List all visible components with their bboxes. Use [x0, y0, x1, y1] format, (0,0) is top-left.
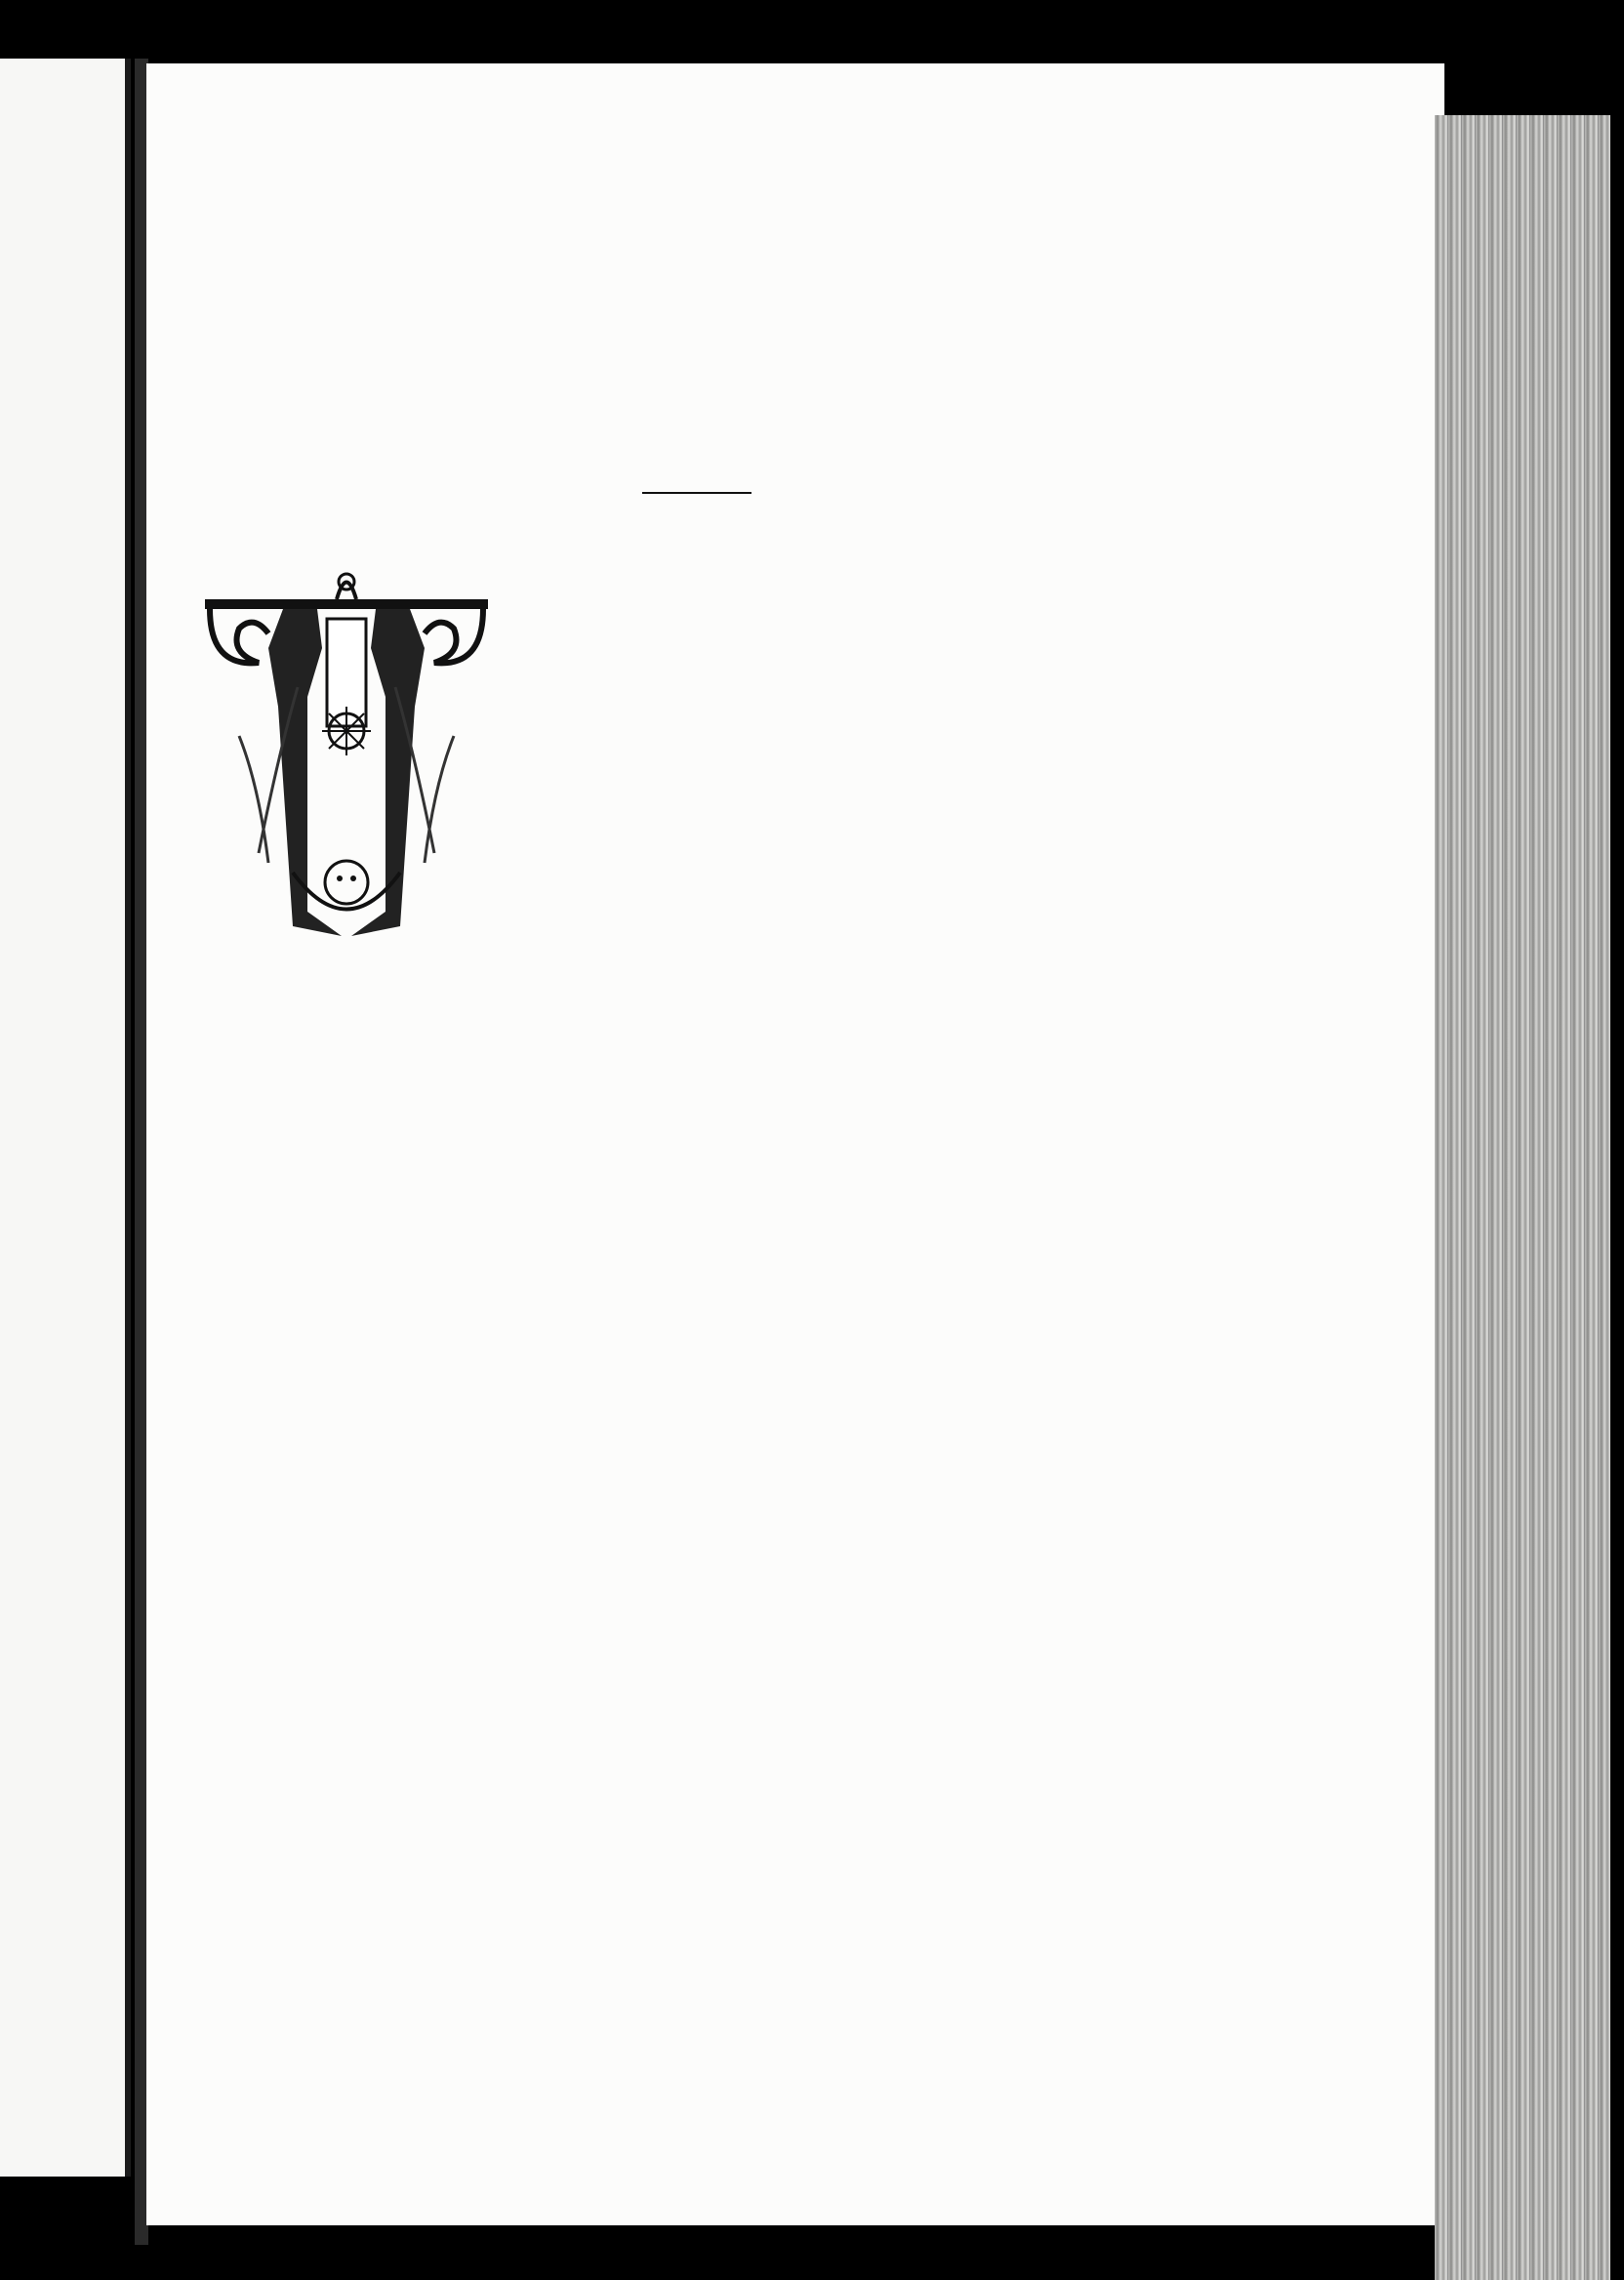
book-page [146, 63, 1444, 2225]
facing-page-fragment [0, 59, 131, 2177]
ornamental-T-with-wheat-and-cherub-icon [200, 560, 493, 951]
title-rule [642, 492, 751, 494]
page-edges [1435, 115, 1610, 2280]
